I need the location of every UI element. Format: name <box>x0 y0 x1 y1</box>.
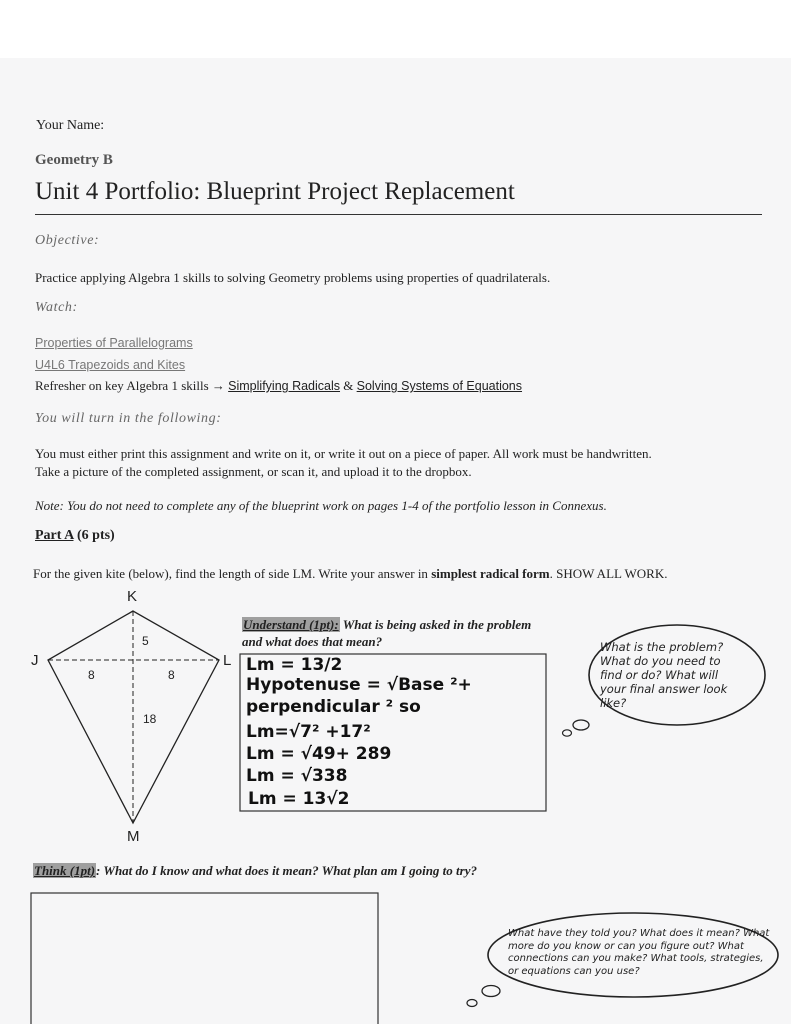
bubble-2-tail-small <box>467 1000 477 1007</box>
segment-left-length: 8 <box>88 668 95 682</box>
handwritten-line-7: Lm = 13√2 <box>248 789 350 809</box>
handwritten-line-1: Lm = 13/2 <box>246 655 343 675</box>
refresher-prefix: Refresher on key Algebra 1 skills → <box>35 378 229 393</box>
handwritten-line-3: perpendicular ² so <box>246 697 421 717</box>
segment-top-length: 5 <box>142 634 149 648</box>
link-solving-systems[interactable]: Solving Systems of Equations <box>356 379 523 393</box>
part-a-points: (6 pts) <box>73 528 115 543</box>
think-prompt <box>33 863 477 879</box>
course-name: Geometry B <box>35 152 113 168</box>
vertex-j-label: J <box>31 652 39 669</box>
handwritten-line-4: Lm=√7² +17² <box>246 722 371 742</box>
watch-heading: Watch: <box>35 300 78 315</box>
question-bold: simplest radical form <box>431 566 550 581</box>
segment-right-length: 8 <box>168 668 175 682</box>
understand-label: Understand (1pt): <box>243 617 339 632</box>
part-a-label: Part A <box>35 528 74 543</box>
bubble-1-tail-large <box>573 720 589 730</box>
understand-question-line1: What is being asked in the problem <box>339 617 532 632</box>
link-properties-of-parallelograms[interactable]: Properties of Parallelograms <box>35 336 193 350</box>
turn-in-line2: Take a picture of the completed assignment, or scan it, and upload it to the dropbox. <box>35 464 472 479</box>
understand-prompt-line1 <box>242 617 531 633</box>
note-text: Note: You do not need to complete any of the blueprint work on pages 1-4 of the portfolio lesson in Connexus. <box>35 498 607 513</box>
vertex-m-label: M <box>127 828 140 845</box>
page-title: Unit 4 Portfolio: Blueprint Project Replacement <box>35 178 515 205</box>
handwritten-line-5: Lm = √49+ 289 <box>246 744 392 764</box>
understand-question-line2: and what does that mean? <box>242 634 383 649</box>
thought-bubble-1-text: What is the problem? What do you need to find or do? What will your final answer look like? <box>600 640 728 710</box>
ampersand: & <box>340 378 357 393</box>
turn-in-line1: You must either print this assignment and write on it, or write it out on a piece of paper. All work must be handwritten. <box>35 446 652 461</box>
bubble-2-tail-large <box>482 986 500 997</box>
objective-heading: Objective: <box>35 233 100 248</box>
link-simplifying-radicals[interactable]: Simplifying Radicals <box>228 379 341 393</box>
vertex-l-label: L <box>223 652 232 669</box>
vertex-k-label: K <box>127 588 138 605</box>
segment-bottom-length: 18 <box>143 712 157 726</box>
your-name-label: Your Name: <box>36 118 105 133</box>
question-prefix: For the given kite (below), find the length of side LM. Write your answer in <box>33 566 432 581</box>
turn-in-heading: You will turn in the following: <box>35 411 222 426</box>
think-question: : What do I know and what does it mean? What plan am I going to try? <box>96 863 477 878</box>
handwritten-line-6: Lm = √338 <box>246 766 348 786</box>
handwritten-line-2: Hypotenuse = √Base ²+ <box>246 675 472 695</box>
bubble-1-tail-small <box>563 730 572 736</box>
link-trapezoids-and-kites[interactable]: U4L6 Trapezoids and Kites <box>35 358 186 372</box>
question-suffix: . SHOW ALL WORK. <box>549 566 668 581</box>
think-label: Think (1pt) <box>34 863 96 878</box>
thought-bubble-2-text: What have they told you? What does it mean? What more do you know or can you figure out? What connections can you make? What tools, strategies, or equations can you use? <box>508 928 770 977</box>
think-answer-box <box>31 893 378 1024</box>
objective-text: Practice applying Algebra 1 skills to solving Geometry problems using properties of quadrilaterals. <box>35 270 551 285</box>
